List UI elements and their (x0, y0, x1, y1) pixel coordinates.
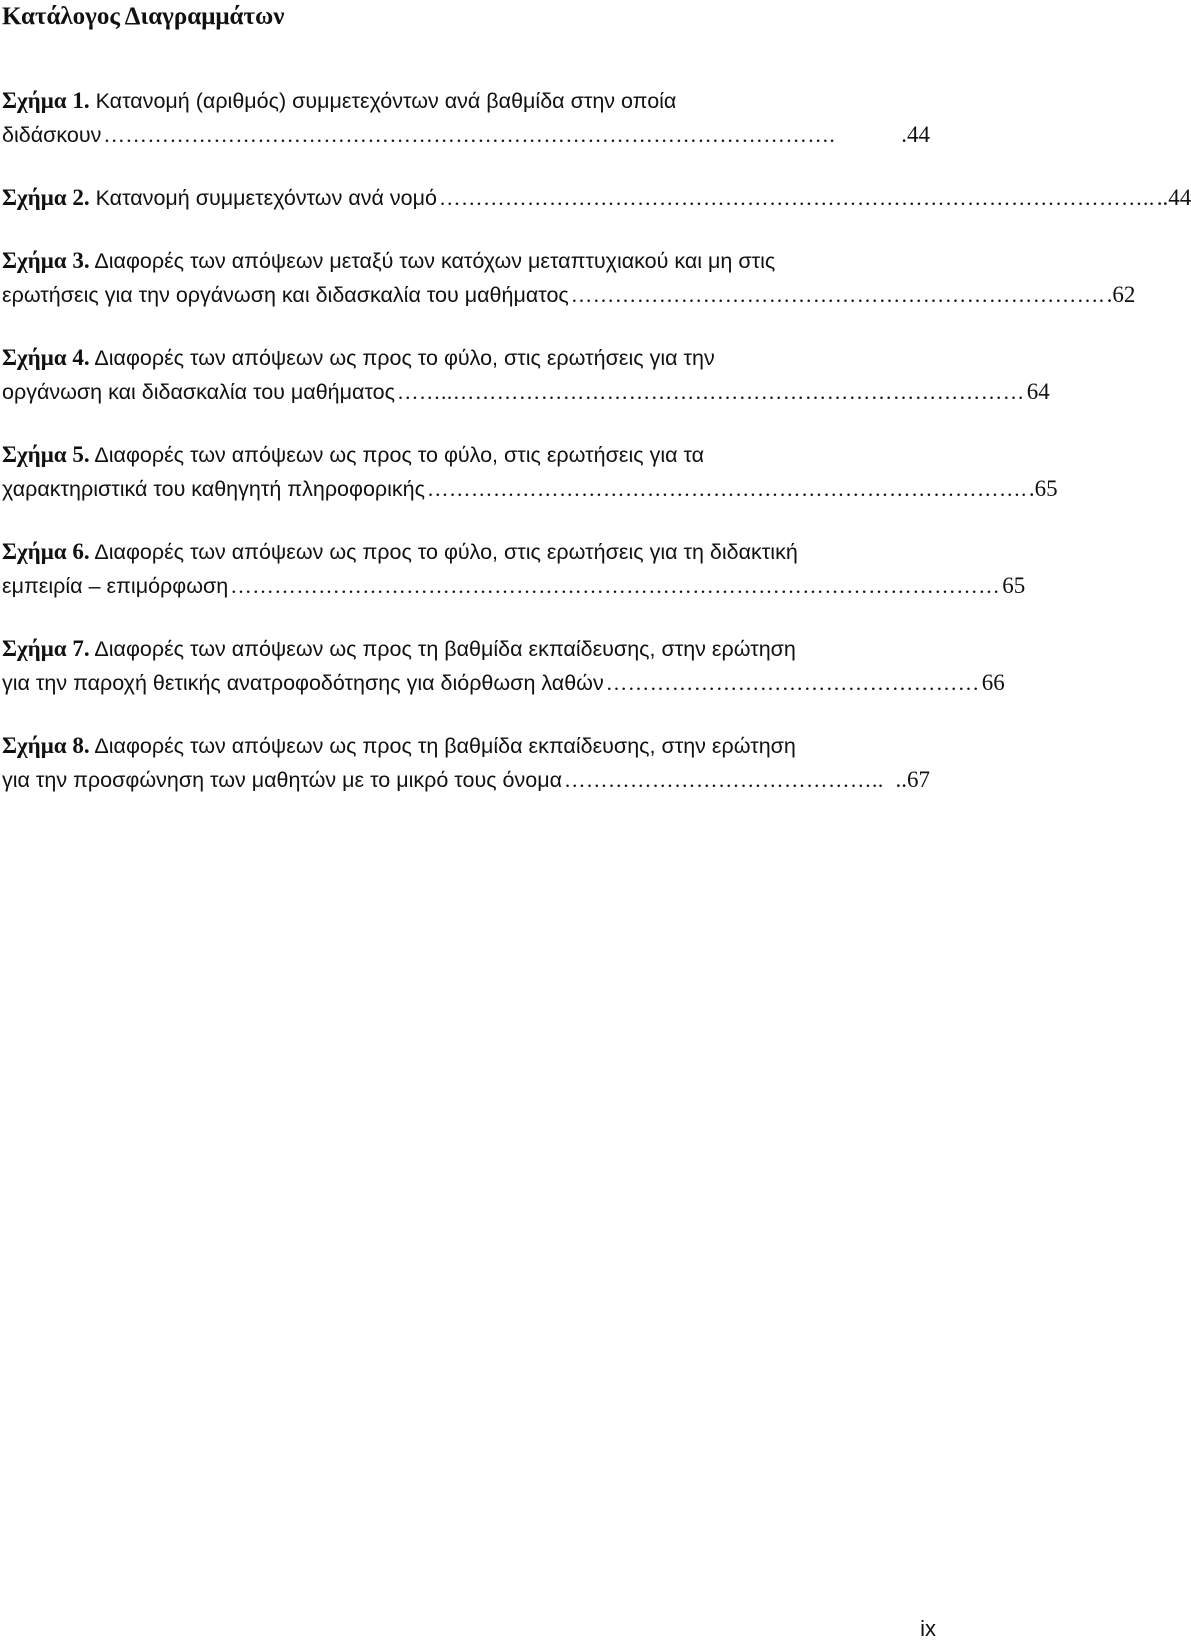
list-item (2, 438, 1058, 506)
dot-leader: ……..…………………………………………………………………… (396, 380, 1025, 404)
figure-caption-line1: Κατανομή (αριθμός) συμμετεχόντων ανά βαθμίδα στην οποία (89, 89, 677, 113)
figure-caption-line1: Διαφορές των απόψεων ως προς το φύλο, στις ερωτήσεις για την (89, 346, 715, 370)
figure-caption-line2: οργάνωση και διδασκαλία του μαθήματος (2, 380, 395, 404)
figure-number: Σχήμα 1. (2, 88, 90, 113)
figure-number: Σχήμα 4. (2, 345, 90, 370)
figure-number: Σχήμα 5. (2, 442, 90, 467)
dot-leader: …………………………………………………………………………………….. (438, 186, 1155, 210)
page-reference: .44 (901, 122, 930, 147)
dot-leader: ………………………………………………………………. (570, 283, 1105, 307)
figure-caption-line1: Διαφορές των απόψεων ως προς τη βαθμίδα εκπαίδευσης, στην ερώτηση (89, 734, 796, 758)
dot-leader: …………………………………………… (605, 671, 980, 695)
page-title: Κατάλογος Διαγραμμάτων (2, 3, 285, 30)
figure-caption-line2: ερωτήσεις για την οργάνωση και διδασκαλία του μαθήματος (2, 283, 569, 307)
dot-leader: …………………………………………………………………………………………… (230, 574, 1001, 598)
figure-caption-line1: Διαφορές των απόψεων ως προς το φύλο, στις ερωτήσεις για τα (89, 443, 705, 467)
figure-caption-line2: χαρακτηριστικά του καθηγητή πληροφορικής (2, 477, 425, 501)
page-reference: ..44 (1156, 185, 1191, 210)
figure-caption-line1: Διαφορές των απόψεων ως προς τη βαθμίδα εκπαίδευσης, στην ερώτηση (89, 637, 796, 661)
page-reference: .65 (1028, 476, 1058, 501)
figure-caption-line2: για την προσφώνηση των μαθητών με το μικρό τους όνομα (2, 768, 563, 792)
page-reference: 64 (1026, 379, 1050, 404)
figure-caption-line1: Διαφορές των απόψεων μεταξύ των κατόχων μεταπτυχιακού και μη στις (89, 249, 776, 273)
figure-number: Σχήμα 3. (2, 248, 90, 273)
page-reference: ..67 (895, 767, 930, 792)
figure-caption-line2: διδάσκουν (2, 123, 102, 147)
list-item (2, 632, 1005, 700)
list-item (2, 181, 1191, 215)
list-item (2, 244, 1136, 312)
dot-leader: ………………………………………………………………………………………. (103, 123, 836, 147)
page-reference: 65 (1002, 573, 1026, 598)
list-item (2, 535, 1026, 603)
figure-number: Σχήμα 2. (2, 185, 90, 210)
dot-leader: …………………………………….. (564, 768, 884, 792)
figure-caption-line2: Κατανομή συμμετεχόντων ανά νομό (89, 186, 437, 210)
dot-leader: ………………………………………………………………………. (426, 477, 1027, 501)
page-reference: .62 (1106, 282, 1136, 307)
figure-number: Σχήμα 8. (2, 733, 90, 758)
figure-caption-line1: Διαφορές των απόψεων ως προς το φύλο, στις ερωτήσεις για τη διδακτική (89, 540, 798, 564)
figure-caption-line2: εμπειρία – επιμόρφωση (2, 574, 229, 598)
list-item (2, 729, 930, 797)
figure-number: Σχήμα 7. (2, 636, 90, 661)
list-item (2, 84, 930, 152)
page-number: ix (920, 1616, 936, 1641)
figure-caption-line2: για την παροχή θετικής ανατροφοδότησης για διόρθωση λαθών (2, 671, 604, 695)
figure-list (2, 84, 1191, 826)
page-reference: 66 (981, 670, 1005, 695)
figure-number: Σχήμα 6. (2, 539, 90, 564)
list-item (2, 341, 1050, 409)
